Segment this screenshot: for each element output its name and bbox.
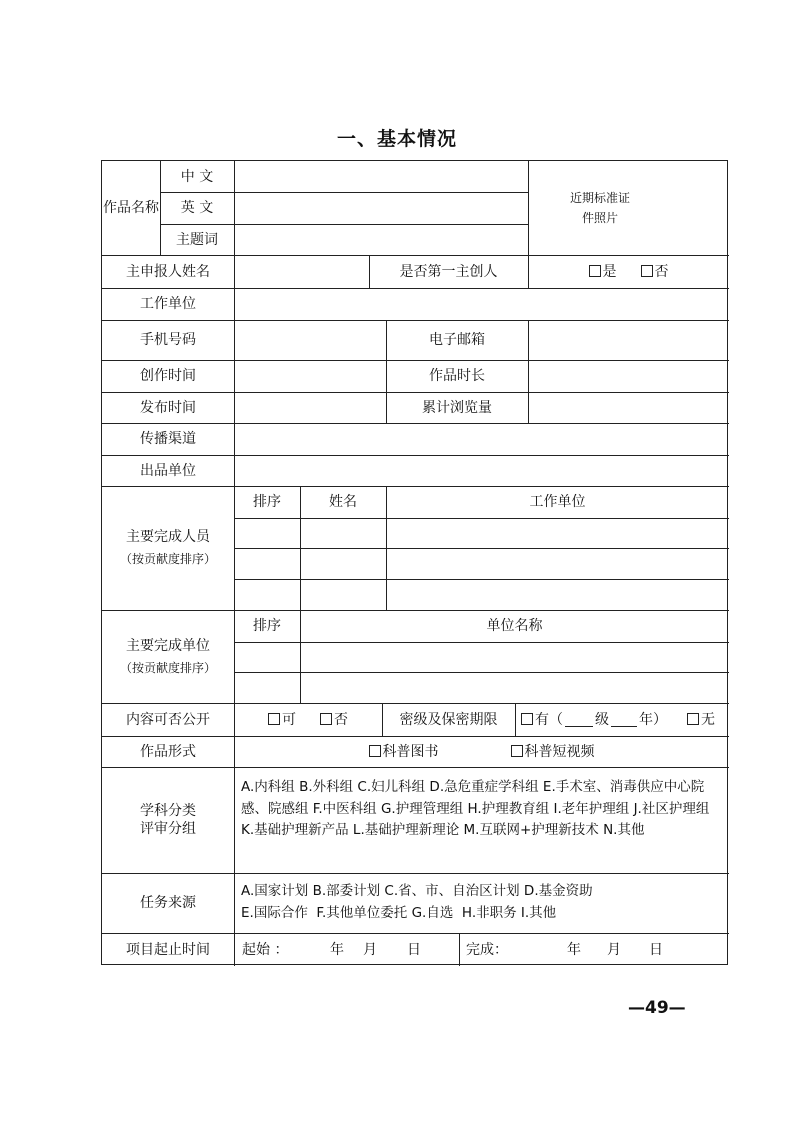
units-col-order: 排序	[253, 618, 281, 634]
source-line2: E.国际合作 F.其他单位委托 G.自选 H.非职务 I.其他	[241, 905, 557, 921]
creation-time-field[interactable]	[235, 361, 385, 391]
secret-level-text: 级	[595, 711, 609, 728]
work-unit-label: 工作单位	[140, 296, 196, 312]
main-units-label: 主要完成单位	[126, 637, 210, 654]
secret-year-blank[interactable]	[611, 712, 637, 727]
main-persons-label: 主要完成人员	[126, 529, 210, 545]
main-persons-label-cell	[102, 486, 234, 610]
channel-field[interactable]	[235, 424, 728, 454]
period-end-year[interactable]: 年	[567, 941, 581, 958]
secret-year-text: 年）	[639, 711, 667, 728]
category-options-text: A.内科组 B.外科组 C.妇儿科组 D.急危重症学科组 E.手术室、消毒供应中心院感、院感组 F.中医科组 G.护理管理组 H.护理教育组 I.老年护理组 J.社区护理组 K.基础护理新产品 L.基础护理新理论 M.互联网+护理新技术 N.其他	[241, 779, 710, 838]
table-row[interactable]	[235, 580, 729, 610]
category-label-line1: 学科分类	[140, 803, 196, 819]
keywords-field[interactable]	[235, 225, 527, 254]
secret-has-checkbox[interactable]: 有（	[521, 711, 563, 729]
period-end-day[interactable]: 日	[649, 941, 663, 958]
first-creator-options	[528, 255, 729, 288]
period-start-month[interactable]: 月	[363, 941, 377, 958]
first-creator-label: 是否第一主创人	[399, 263, 498, 280]
publish-time-label: 发布时间	[140, 399, 196, 416]
period-end-month[interactable]: 月	[607, 941, 621, 958]
applicant-field[interactable]	[235, 256, 368, 287]
email-field[interactable]	[529, 321, 728, 359]
chinese-name-label: 中 文	[180, 168, 214, 185]
english-name-field[interactable]	[235, 193, 527, 223]
publish-time-field[interactable]	[235, 393, 385, 422]
period-start-year[interactable]: 年	[330, 941, 344, 958]
chinese-name-field[interactable]	[235, 162, 527, 191]
keywords-label: 主题词	[176, 231, 218, 248]
producer-field[interactable]	[235, 456, 728, 485]
first-creator-yes-checkbox[interactable]: 是	[589, 263, 617, 281]
phone-label: 手机号码	[140, 332, 196, 348]
form-video-checkbox[interactable]: 科普短视频	[511, 743, 595, 761]
applicant-label: 主申报人姓名	[126, 263, 210, 280]
disclosure-no-checkbox[interactable]: 否	[320, 711, 348, 729]
secret-options	[515, 703, 729, 736]
disclosure-can-checkbox[interactable]: 可	[268, 711, 296, 729]
duration-field[interactable]	[529, 361, 728, 391]
creation-time-label: 创作时间	[140, 368, 196, 384]
disclosure-label: 内容可否公开	[126, 711, 210, 728]
secret-none-checkbox[interactable]: 无	[687, 711, 715, 729]
page-title: 一、基本情况	[336, 128, 457, 150]
form-label: 作品形式	[140, 743, 196, 760]
form-book-checkbox[interactable]: 科普图书	[369, 743, 439, 761]
table-row[interactable]	[235, 643, 729, 672]
phone-field[interactable]	[235, 321, 385, 359]
period-label: 项目起止时间	[126, 941, 210, 958]
main-units-note: （按贡献度排序）	[119, 660, 216, 675]
channel-label: 传播渠道	[140, 431, 196, 447]
email-label: 电子邮箱	[429, 332, 485, 348]
period-end-label: 完成：	[466, 941, 508, 958]
form-options	[234, 736, 729, 767]
category-label-cell	[102, 767, 234, 873]
disclosure-options	[234, 703, 382, 736]
form-table	[101, 160, 728, 965]
source-label: 任务来源	[140, 895, 196, 911]
category-label-line2: 评审分组	[140, 821, 196, 837]
views-field[interactable]	[529, 393, 728, 422]
work-name-label: 作品名称	[103, 200, 159, 216]
page-number: —49—	[628, 998, 686, 1018]
secret-level-blank[interactable]	[565, 712, 593, 727]
table-row[interactable]	[235, 519, 729, 548]
table-row[interactable]	[235, 673, 729, 703]
duration-label: 作品时长	[429, 368, 485, 384]
english-name-label: 英 文	[180, 200, 214, 216]
first-creator-no-checkbox[interactable]: 否	[641, 263, 669, 281]
producer-label: 出品单位	[140, 462, 196, 479]
persons-col-name: 姓名	[329, 494, 357, 510]
persons-col-order: 排序	[253, 494, 281, 510]
views-label: 累计浏览量	[422, 399, 492, 416]
main-persons-note: （按贡献度排序）	[119, 552, 216, 566]
table-row[interactable]	[235, 549, 729, 579]
main-units-label-cell	[102, 610, 234, 703]
units-col-name: 单位名称	[486, 618, 543, 634]
persons-col-unit: 工作单位	[529, 494, 586, 510]
photo-placeholder[interactable]: 近期标准证件照片	[570, 191, 631, 225]
period-start-label: 起始 ：	[242, 941, 289, 958]
period-start-day[interactable]: 日	[407, 941, 421, 958]
source-line1: A.国家计划 B.部委计划 C.省、市、自治区计划 D.基金资助	[241, 883, 593, 899]
secret-level-label: 密级及保密期限	[399, 711, 498, 728]
work-unit-field[interactable]	[235, 289, 728, 319]
